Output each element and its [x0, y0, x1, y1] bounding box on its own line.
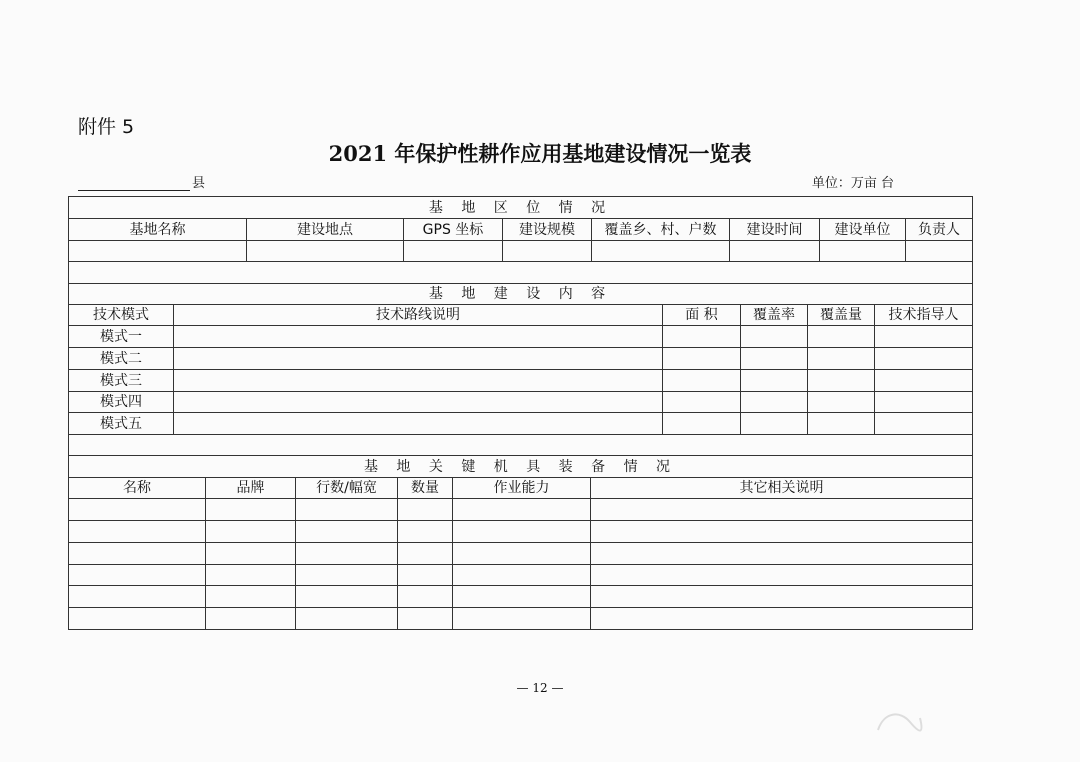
header-cell: 基地名称 [69, 219, 247, 241]
blank-cell [591, 543, 973, 565]
page-number: — 12 — [516, 681, 564, 695]
header-cell: 建设单位 [820, 219, 906, 241]
blank-cell [453, 608, 591, 630]
smudge-mark [870, 700, 930, 740]
blank-cell [591, 499, 973, 521]
blank-cell [875, 326, 973, 348]
content-header-row [69, 305, 973, 326]
blank-cell [591, 586, 973, 608]
blank-cell [591, 608, 973, 630]
blank-cell [875, 413, 973, 435]
header-cell: 技术指导人 [875, 305, 973, 326]
blank-cell [296, 521, 398, 543]
blank-cell [453, 499, 591, 521]
blank-cell [741, 326, 808, 348]
blank-cell [69, 521, 206, 543]
blank-cell [875, 392, 973, 413]
blank-cell [453, 521, 591, 543]
header-cell: 建设时间 [730, 219, 820, 241]
blank-cell [663, 392, 741, 413]
header-cell: 建设规模 [503, 219, 592, 241]
mode-cell: 模式一 [69, 326, 174, 348]
header-cell: 覆盖乡、村、户数 [592, 219, 730, 241]
blank-cell [398, 499, 453, 521]
table-row [69, 499, 973, 521]
attachment-label: 附件 5 [78, 116, 135, 138]
table-row [69, 348, 973, 370]
blank-cell [69, 499, 206, 521]
blank-cell [875, 348, 973, 370]
blank-cell [174, 370, 663, 392]
blank-cell [453, 565, 591, 586]
table-row [69, 326, 973, 348]
blank-cell [206, 543, 296, 565]
mode-cell: 模式三 [69, 370, 174, 392]
header-cell: 其它相关说明 [591, 478, 973, 499]
table-row [69, 241, 973, 262]
blank-cell [398, 565, 453, 586]
mode-cell: 模式二 [69, 348, 174, 370]
header-cell: 技术路线说明 [174, 305, 663, 326]
content-table [68, 283, 973, 456]
blank-cell [206, 608, 296, 630]
table-row [69, 370, 973, 392]
blank-cell [503, 241, 592, 262]
location-header-row [69, 219, 973, 241]
header-cell: 覆盖量 [808, 305, 875, 326]
machinery-table [68, 455, 973, 630]
blank-cell [206, 521, 296, 543]
header-cell: 面 积 [663, 305, 741, 326]
blank-cell [296, 586, 398, 608]
header-cell: 数量 [398, 478, 453, 499]
blank-cell [741, 392, 808, 413]
blank-cell [174, 326, 663, 348]
table-row [69, 543, 973, 565]
mode-cell: 模式五 [69, 413, 174, 435]
header-cell: 覆盖率 [741, 305, 808, 326]
blank-cell [398, 521, 453, 543]
blank-cell [174, 413, 663, 435]
blank-cell [591, 521, 973, 543]
blank-cell [247, 241, 404, 262]
blank-cell [206, 565, 296, 586]
table-row [69, 608, 973, 630]
blank-cell [69, 435, 973, 456]
blank-cell [69, 543, 206, 565]
blank-cell [69, 565, 206, 586]
blank-cell [174, 348, 663, 370]
header-cell: 建设地点 [247, 219, 404, 241]
table-row [69, 413, 973, 435]
blank-cell [398, 608, 453, 630]
header-cell: 行数/幅宽 [296, 478, 398, 499]
blank-cell [296, 608, 398, 630]
county-suffix: 县 [192, 176, 206, 191]
table-row [69, 262, 973, 284]
blank-cell [398, 543, 453, 565]
blank-cell [875, 370, 973, 392]
blank-cell [591, 565, 973, 586]
blank-cell [741, 370, 808, 392]
blank-cell [206, 586, 296, 608]
blank-cell [404, 241, 503, 262]
machinery-header-row [69, 478, 973, 499]
mode-cell: 模式四 [69, 392, 174, 413]
blank-cell [663, 413, 741, 435]
header-cell: 名称 [69, 478, 206, 499]
blank-cell [663, 326, 741, 348]
blank-cell [592, 241, 730, 262]
blank-cell [296, 565, 398, 586]
blank-cell [906, 241, 973, 262]
blank-cell [730, 241, 820, 262]
table-row [69, 435, 973, 456]
county-field [78, 172, 205, 191]
header-cell: 作业能力 [453, 478, 591, 499]
location-section-title: 基 地 区 位 情 况 [69, 197, 973, 219]
blank-cell [69, 241, 247, 262]
table-row [69, 565, 973, 586]
blank-cell [453, 586, 591, 608]
table-row [69, 392, 973, 413]
blank-cell [398, 586, 453, 608]
header-cell: 技术模式 [69, 305, 174, 326]
blank-cell [174, 392, 663, 413]
location-table [68, 196, 973, 284]
table-row [69, 586, 973, 608]
table-row [69, 521, 973, 543]
blank-cell [69, 586, 206, 608]
blank-cell [206, 499, 296, 521]
blank-cell [663, 348, 741, 370]
page-title: 2021 年保护性耕作应用基地建设情况一览表 [328, 141, 752, 166]
content-section-title: 基 地 建 设 内 容 [69, 284, 973, 305]
blank-cell [741, 348, 808, 370]
blank-cell [741, 413, 808, 435]
header-cell: GPS 坐标 [404, 219, 503, 241]
blank-cell [808, 370, 875, 392]
header-cell: 负责人 [906, 219, 973, 241]
county-blank-line [78, 176, 190, 191]
unit-label: 单位：万亩 台 [811, 176, 894, 191]
machinery-section-title: 基 地 关 键 机 具 装 备 情 况 [69, 456, 973, 478]
blank-cell [808, 413, 875, 435]
blank-cell [808, 326, 875, 348]
header-cell: 品牌 [206, 478, 296, 499]
blank-cell [453, 543, 591, 565]
blank-cell [808, 392, 875, 413]
blank-cell [663, 370, 741, 392]
blank-cell [296, 499, 398, 521]
blank-cell [69, 262, 973, 284]
blank-cell [820, 241, 906, 262]
blank-cell [296, 543, 398, 565]
blank-cell [69, 608, 206, 630]
blank-cell [808, 348, 875, 370]
